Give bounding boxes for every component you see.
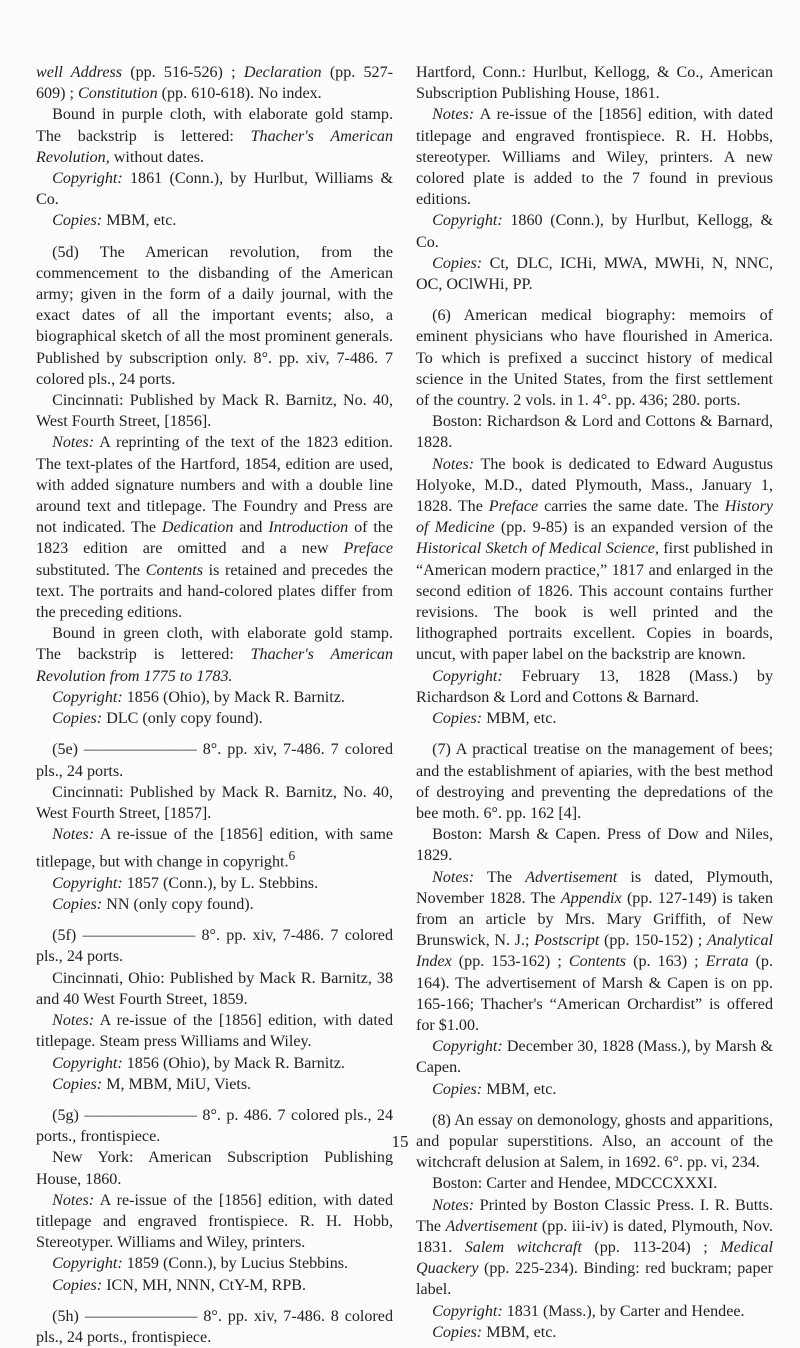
left-entry [36, 739, 393, 915]
paragraph: Notes: A re-issue of the [1856] edition, with same titlepage, but with change in copyright.$^6$ [36, 826, 393, 871]
left-entry [36, 925, 393, 1095]
paragraph: Copies: MBM, etc. [432, 1323, 557, 1341]
paragraph: Cincinnati, Ohio: Published by Mack R. Barnitz, 38 and 40 West Fourth Street, 1859. [36, 969, 393, 1008]
paragraph: (8) An essay on demonology, ghosts and apparitions, and popular superstitions. Also, an account of the witchcraft delusion at Salem, in 1692. 6°. pp. vi, 234. [416, 1111, 773, 1172]
paragraph: Bound in green cloth, with elaborate gold stamp. The backstrip is lettered: Thacher's American Revolution from 1775 to 1783. [36, 625, 393, 685]
paragraph: Cincinnati: Published by Mack R. Barnitz, No. 40, West Fourth Street, [1856]. [36, 392, 393, 431]
paragraph: Copyright: 1860 (Conn.), by Hurlbut, Kellogg, & Co. [416, 212, 773, 251]
paragraph: Copyright: 1861 (Conn.), by Hurlbut, Williams & Co. [36, 170, 393, 209]
paragraph: Copies: MBM, etc. [432, 710, 557, 728]
left-entry [36, 62, 393, 232]
paragraph: Bound in purple cloth, with elaborate gold stamp. The backstrip is lettered: Thacher's American Revolution, without dates. [36, 106, 393, 166]
paragraph: Notes: A reprinting of the text of the 1823 edition. The text-plates of the Hartford, 1854, edition are used, with added signature numbers and with a double line around text and titlepage. The Foundry and Press are not indicated. The Dedication and Introduction of the 1823 edition are omitted and a new Preface substituted. The Contents is retained and precedes the text. The portraits and hand-colored plates differ from the preceding editions. [36, 434, 393, 622]
paragraph: Copies: MBM, etc. [52, 212, 177, 230]
paragraph: Copyright: February 13, 1828 (Mass.) by Richardson & Lord and Cottons & Barnard. [416, 667, 773, 706]
paragraph: (5g) ——————— 8°. p. 486. 7 colored pls., 24 ports., frontispiece. [36, 1106, 393, 1146]
paragraph: Copies: DLC (only copy found). [52, 710, 263, 728]
paragraph: Copies: M, MBM, MiU, Viets. [52, 1075, 252, 1093]
left-column [36, 62, 393, 1348]
left-entry [36, 1306, 393, 1348]
paragraph: New York: American Subscription Publishing House, 1860. [36, 1149, 393, 1188]
paragraph: (6) American medical biography: memoirs of eminent physicians who have flourished in America. To which is prefixed a succinct history of medical science in the United States, from the first settlement of the country. 2 vols. in 1. 4°. pp. 436; 280. ports. [416, 307, 773, 410]
paragraph: Notes: The book is dedicated to Edward Augustus Holyoke, M.D., dated Plymouth, Mass., January 1, 1828. The Preface carries the same date. The History of Medicine (pp. 9-85) is an expanded version of the Historical Sketch of Medical Science, first published in “American modern practice,” 1817 and enlarged in the second edition of 1826. This account contains further revisions. The book is well printed and the lithographed portraits excellent. Copies in boards, uncut, with paper label on the backstrip are known. [416, 455, 773, 664]
paragraph: Notes: A re-issue of the [1856] edition, with dated titlepage and engraved frontispiece. R. H. Hobb, Stereotyper. Williams and Wiley, printers. [36, 1191, 393, 1252]
paragraph: Copies: Ct, DLC, ICHi, MWA, MWHi, N, NNC, OC, OClWHi, PP. [416, 254, 773, 294]
paragraph: Notes: A re-issue of the [1856] edition, with dated titlepage and engraved frontispiece. R. H. Hobbs, stereotyper. Williams and Wiley, printers. A new colored plate is added to the 7 found in previous editions. [416, 106, 773, 209]
paragraph: Copies: ICN, MH, NNN, CtY-M, RPB. [52, 1276, 307, 1294]
page-number: 15 [391, 1132, 409, 1151]
paragraph: Notes: Printed by Boston Classic Press. I. R. Butts. The Advertisement (pp. iii-iv) is dated, Plymouth, Nov. 1831. Salem witchcraft (pp. 113-204) ; Medical Quackery (pp. 225-234). Binding: red buckram; paper label. [416, 1196, 773, 1299]
right-entry [416, 739, 773, 1099]
right-entry [416, 62, 773, 295]
right-entry [416, 305, 773, 729]
paragraph: Boston: Marsh & Capen. Press of Dow and Niles, 1829. [416, 826, 773, 865]
paragraph: Copyright: 1856 (Ohio), by Mack R. Barnitz. [52, 1054, 345, 1072]
paragraph: (7) A practical treatise on the management of bees; and the establishment of apiaries, with the best method of destroying and preventing the depredations of the bee moth. 6°. pp. 162 [4]. [416, 741, 773, 822]
paragraph: (5f) ——————— 8°. pp. xiv, 7-486. 7 colored pls., 24 ports. [36, 927, 393, 966]
paragraph: Copies: MBM, etc. [432, 1080, 557, 1098]
left-entry [36, 242, 393, 730]
paragraph: Boston: Richardson & Lord and Cottons & Barnard, 1828. [416, 413, 773, 452]
paragraph: Copyright: December 30, 1828 (Mass.), by Marsh & Capen. [416, 1038, 773, 1077]
paragraph: Copyright: 1857 (Conn.), by L. Stebbins. [52, 874, 319, 892]
paragraph: (5h) ——————— 8°. pp. xiv, 7-486. 8 colored pls., 24 ports., frontispiece. [36, 1307, 393, 1346]
paragraph: Cincinnati: Published by Mack R. Barnitz, No. 40, West Fourth Street, [1857]. [36, 783, 393, 822]
paragraph: Notes: The Advertisement is dated, Plymouth, November 1828. The Appendix (pp. 127-149) is taken from an article by Mrs. Mary Griffith, of New Brunswick, N. J.; Postscript (pp. 150-152) ; Analytical Index (pp. 153-162) ; Contents (p. 163) ; Errata (p. 164). The advertisement of Marsh & Capen is on pp. 165-166; Thacher's “American Orchardist” is offered for $1.00. [416, 868, 774, 1034]
paragraph: Copies: NN (only copy found). [52, 896, 254, 914]
paragraph: Copyright: 1831 (Mass.), by Carter and Hendee. [432, 1302, 745, 1320]
paragraph: (5e) ——————— 8°. pp. xiv, 7-486. 7 colored pls., 24 ports. [36, 741, 393, 780]
paragraph: well Address (pp. 516-526) ; Declaration (pp. 527-609) ; Constitution (pp. 610-618). No index. [36, 64, 394, 103]
paragraph: Copyright: 1859 (Conn.), by Lucius Stebbins. [52, 1255, 349, 1273]
paragraph: Copyright: 1856 (Ohio), by Mack R. Barnitz. [52, 688, 345, 706]
paragraph: Boston: Carter and Hendee, MDCCCXXXI. [432, 1175, 718, 1193]
paragraph: Notes: A re-issue of the [1856] edition, with dated titlepage. Steam press Williams and Wiley. [36, 1012, 393, 1051]
paragraph: (5d) The American revolution, from the commencement to the disbanding of the American army; given in the form of a daily journal, with the exact dates of all the important events; also, a biographical sketch of all the most prominent generals. Published by subscription only. 8°. pp. xiv, 7-486. 7 colored pls., 24 ports. [36, 243, 393, 388]
paragraph: Hartford, Conn.: Hurlbut, Kellogg, & Co., American Subscription Publishing House, 1861. [416, 64, 773, 103]
